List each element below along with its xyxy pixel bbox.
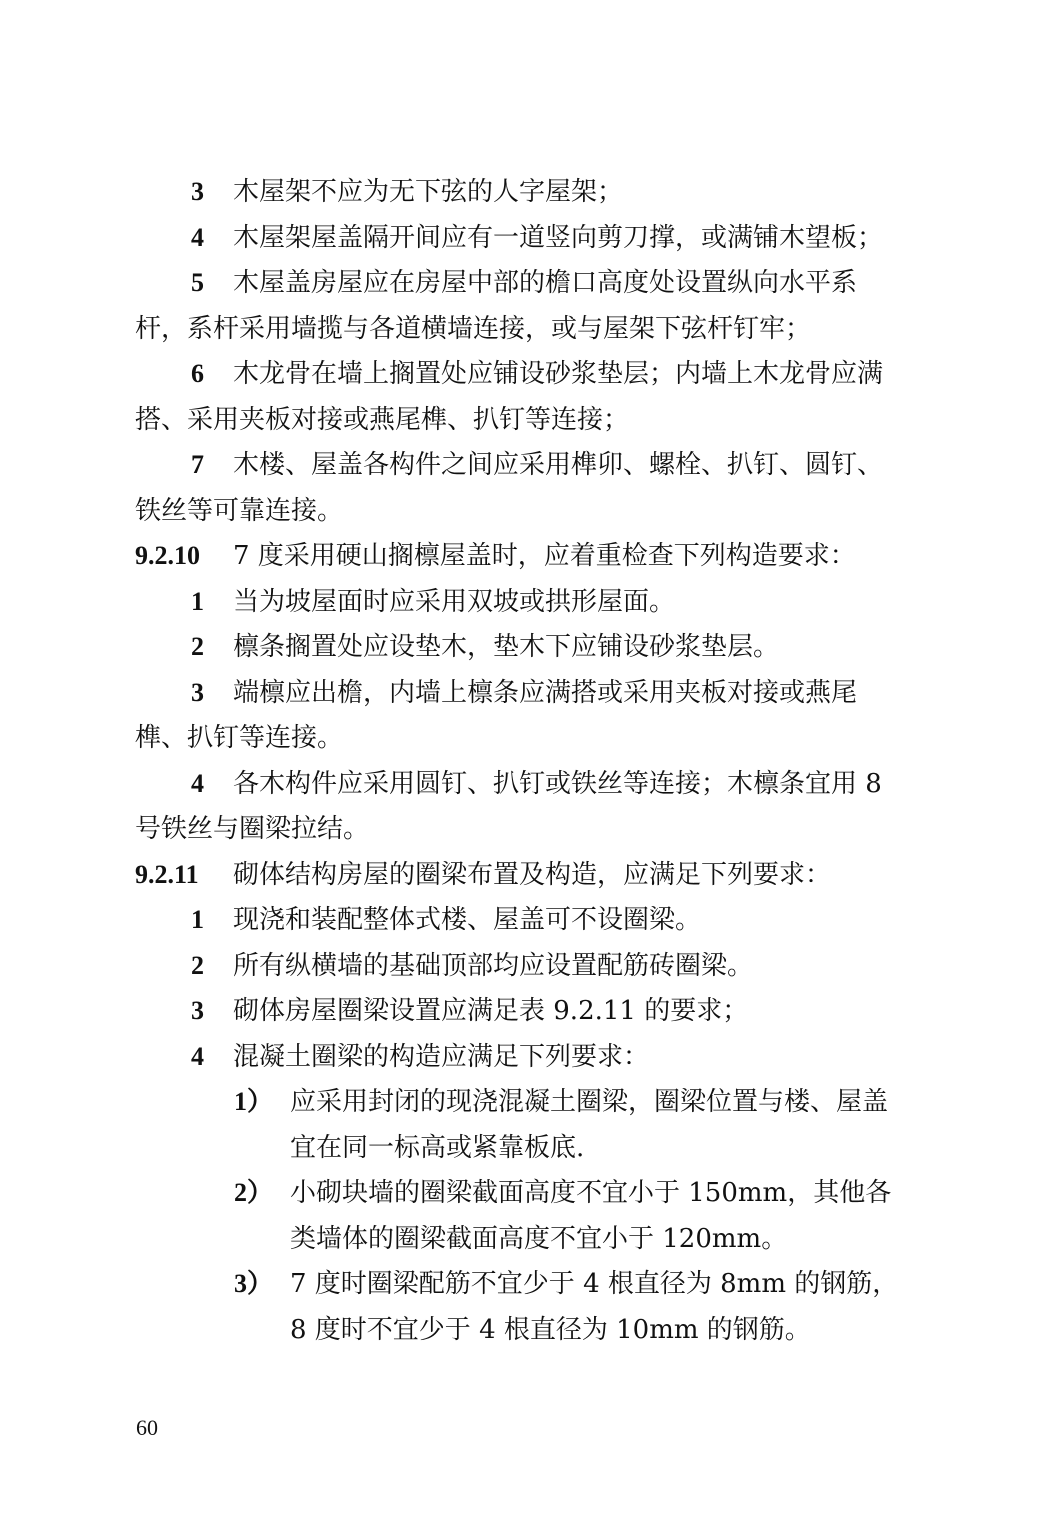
item-text: 木楼、屋盖各构件之间应采用榫卯、螺栓、扒钉、圆钉、	[233, 450, 884, 480]
item-text: 现浇和装配整体式楼、屋盖可不设圈梁。	[233, 905, 702, 935]
sub-item-continuation: 8 度时不宜少于 4 根直径为 10mm 的钢筋。	[290, 1315, 811, 1345]
sub-item-text: 应采用封闭的现浇混凝土圈梁，圈梁位置与楼、屋盖	[290, 1087, 889, 1117]
item-number: 2	[191, 632, 204, 661]
sub-item-number: 3）	[234, 1269, 274, 1298]
sub-item-text: 7 度时圈梁配筋不宜少于 4 根直径为 8mm 的钢筋，	[290, 1269, 899, 1299]
sub-list-item	[234, 1085, 1024, 1119]
sub-item-text: 小砌块墙的圈梁截面高度不宜小于 150mm，其他各	[290, 1178, 892, 1208]
list-item	[191, 903, 981, 937]
clause-heading	[135, 539, 925, 573]
sub-item-continuation: 类墙体的圈梁截面高度不宜小于 120mm。	[290, 1224, 788, 1254]
item-number: 6	[191, 359, 204, 388]
item-number: 7	[191, 450, 204, 479]
clause-text: 7 度采用硬山搁檩屋盖时，应着重检查下列构造要求：	[233, 541, 856, 571]
item-text: 所有纵横墙的基础顶部均应设置配筋砖圈梁。	[233, 951, 754, 981]
list-item	[191, 994, 981, 1028]
item-continuation: 搭、采用夹板对接或燕尾榫、扒钉等连接；	[135, 405, 630, 435]
list-item	[191, 357, 981, 391]
sub-item-number: 2）	[234, 1178, 274, 1207]
list-item	[191, 949, 981, 983]
item-continuation: 号铁丝与圈梁拉结。	[135, 814, 370, 844]
item-text: 木龙骨在墙上搁置处应铺设砂浆垫层；内墙上木龙骨应满	[233, 359, 884, 389]
list-item	[191, 1040, 981, 1074]
item-number: 4	[191, 1042, 204, 1071]
item-number: 3	[191, 996, 204, 1025]
clause-number: 9.2.11	[135, 860, 199, 889]
list-item	[191, 448, 981, 482]
item-text: 砌体房屋圈梁设置应满足表 9.2.11 的要求；	[233, 996, 749, 1026]
list-item	[191, 767, 981, 801]
item-text: 当为坡屋面时应采用双坡或拱形屋面。	[233, 587, 676, 617]
list-item	[191, 175, 981, 209]
sub-item-continuation: 宜在同一标高或紧靠板底.	[290, 1133, 585, 1163]
item-number: 1	[191, 587, 204, 616]
clause-text: 砌体结构房屋的圈梁布置及构造，应满足下列要求：	[233, 860, 832, 890]
item-text: 木屋盖房屋应在房屋中部的檐口高度处设置纵向水平系	[233, 268, 858, 298]
item-number: 3	[191, 177, 204, 206]
list-item	[191, 585, 981, 619]
list-item	[191, 676, 981, 710]
list-item	[191, 266, 981, 300]
item-number: 3	[191, 678, 204, 707]
item-number: 4	[191, 769, 204, 798]
list-item	[191, 221, 981, 255]
sub-list-item	[234, 1176, 1024, 1210]
list-item	[191, 630, 981, 664]
sub-list-item	[234, 1267, 1024, 1301]
clause-number: 9.2.10	[135, 541, 200, 570]
item-text: 木屋架不应为无下弦的人字屋架；	[233, 177, 624, 207]
item-number: 2	[191, 951, 204, 980]
item-text: 端檩应出檐，内墙上檩条应满搭或采用夹板对接或燕尾	[233, 678, 858, 708]
item-continuation: 榫、扒钉等连接。	[135, 723, 344, 753]
item-number: 5	[191, 268, 204, 297]
item-number: 1	[191, 905, 204, 934]
sub-item-number: 1）	[234, 1087, 274, 1116]
item-continuation: 杆，系杆采用墙揽与各道横墙连接，或与屋架下弦杆钉牢；	[135, 314, 812, 344]
item-text: 檩条搁置处应设垫木，垫木下应铺设砂浆垫层。	[233, 632, 780, 662]
item-text: 混凝土圈梁的构造应满足下列要求：	[233, 1042, 650, 1072]
item-text: 各木构件应采用圆钉、扒钉或铁丝等连接；木檩条宜用 8	[233, 769, 882, 799]
item-continuation: 铁丝等可靠连接。	[135, 496, 344, 526]
page-number: 60	[136, 1415, 158, 1440]
clause-heading	[135, 858, 925, 892]
item-text: 木屋架屋盖隔开间应有一道竖向剪刀撑，或满铺木望板；	[233, 223, 884, 253]
item-number: 4	[191, 223, 204, 252]
